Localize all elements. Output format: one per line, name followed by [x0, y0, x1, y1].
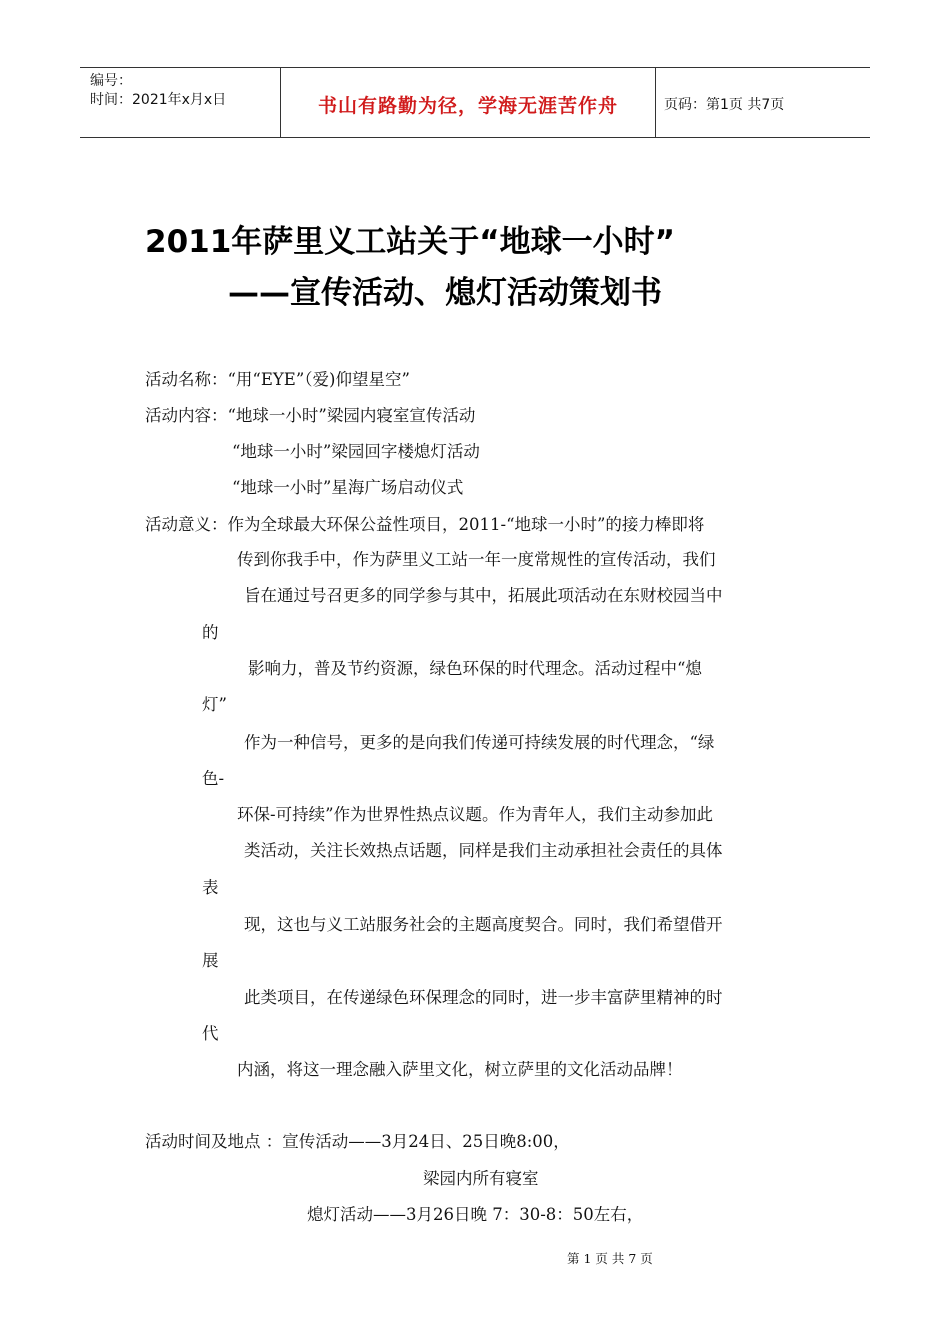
page-footer: 第 1 页 共 7 页	[567, 1251, 653, 1266]
meaning-line-8: 色-	[202, 769, 225, 788]
activity-content-3: “地球一小时”星海广场启动仪式	[232, 478, 464, 497]
time-place-line-3: 熄灯活动——3月26日晚 7：30-8：50左右，	[307, 1205, 644, 1224]
meaning-line-15: 代	[202, 1024, 219, 1043]
meaning-line-5: 影响力，普及节约资源，绿色环保的时代理念。活动过程中“熄	[248, 659, 702, 678]
meaning-line-13: 展	[202, 951, 219, 970]
header-motto: 书山有路勤为径，学海无涯苦作舟	[281, 68, 656, 137]
activity-content-2: “地球一小时”梁园回字楼熄灯活动	[232, 442, 480, 461]
number-label: 编号：	[90, 73, 132, 89]
activity-name: 活动名称：“用“EYE”（爱)仰望星空”	[145, 370, 410, 389]
meaning-line-3: 旨在通过号召更多的同学参与其中，拓展此项活动在东财校园当中	[244, 586, 723, 605]
meaning-line-16: 内涵，将这一理念融入萨里文化，树立萨里的文化活动品牌！	[237, 1060, 683, 1079]
meaning-line-1: 活动意义：作为全球最大环保公益性项目，2011-“地球一小时”的接力棒即将	[145, 515, 705, 534]
doc-title-line1: 2011年萨里义工站关于“地球一小时”	[145, 224, 676, 260]
time-place-line-2: 梁园内所有寝室	[423, 1169, 539, 1188]
meaning-line-11: 表	[202, 878, 219, 897]
time-label: 时间：2021年x月x日	[90, 92, 227, 108]
meaning-line-12: 现，这也与义工站服务社会的主题高度契合。同时，我们希望借开	[244, 915, 723, 934]
meaning-line-10: 类活动，关注长效热点话题，同样是我们主动承担社会责任的具体	[244, 841, 723, 860]
meaning-line-7: 作为一种信号，更多的是向我们传递可持续发展的时代理念，“绿	[244, 733, 715, 752]
header-page-info: 页码：第1页 共7页	[664, 96, 785, 113]
activity-content-1: 活动内容：“地球一小时”梁园内寝室宣传活动	[145, 406, 476, 425]
header-meta	[80, 68, 281, 137]
meaning-line-4: 的	[202, 623, 219, 642]
meaning-line-9: 环保-可持续”作为世界性热点议题。作为青年人，我们主动参加此	[237, 805, 714, 824]
header-table	[80, 67, 870, 138]
meaning-line-14: 此类项目，在传递绿色环保理念的同时，进一步丰富萨里精神的时	[244, 988, 723, 1007]
meaning-line-6: 灯”	[202, 695, 227, 714]
doc-title-line2: ——宣传活动、熄灯活动策划书	[228, 275, 662, 311]
meaning-line-2: 传到你我手中，作为萨里义工站一年一度常规性的宣传活动，我们	[237, 550, 716, 569]
time-place-line-1: 活动时间及地点 ：宣传活动——3月24日、25日晚8:00，	[145, 1132, 570, 1151]
